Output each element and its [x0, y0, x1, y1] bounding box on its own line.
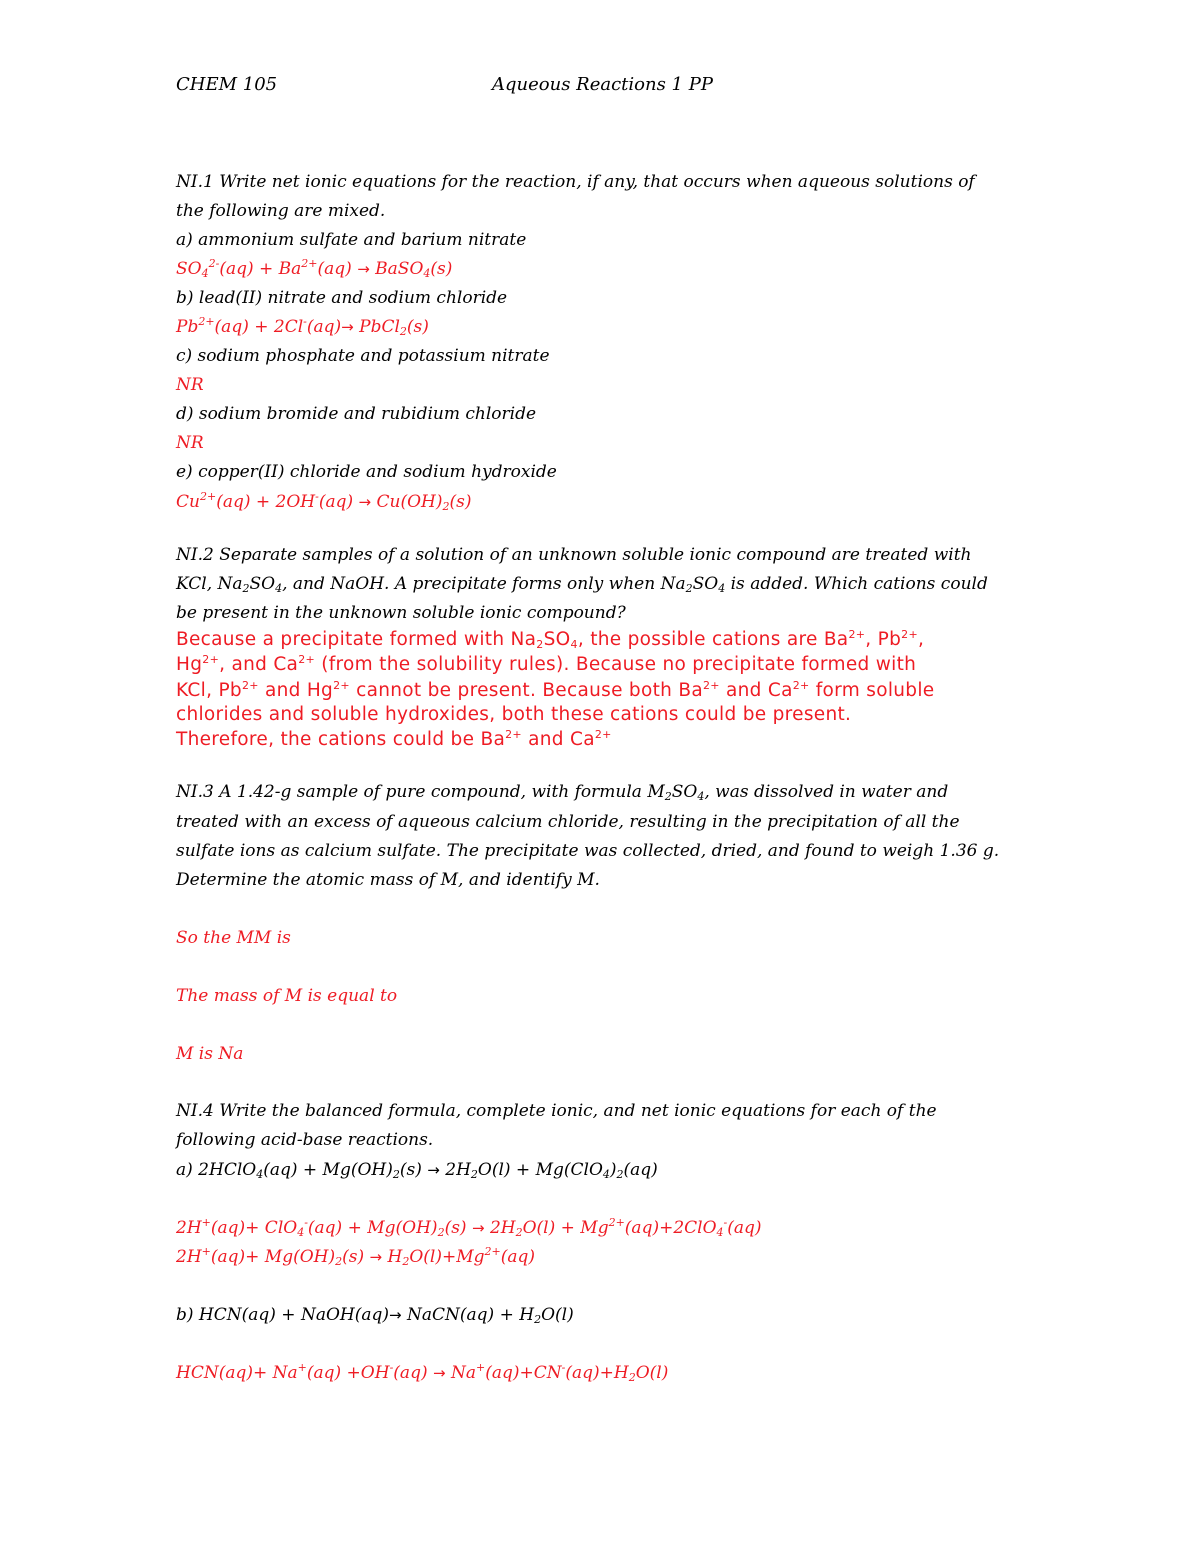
ni2-answer-line1: Because a precipitate formed with $Na_2SO_4$, the possible cations are $Ba^{2+}$, $Pb^{2+}$,: [176, 628, 925, 651]
ni1-d-answer: NR: [176, 433, 204, 453]
ni3-answer-mm: So the MM is: [176, 928, 291, 948]
course-header: CHEM 105: [176, 74, 278, 95]
ni2-prompt-line2: KCl, $Na_2SO_4$, and NaOH. A precipitate forms only when $Na_2SO_4$ is added. Which cations could: [176, 574, 988, 595]
ni4-a-formula-equation: a) 2HClO$_4$(aq) + $Mg(OH)_2(s) \to 2H_2O(l) + Mg(ClO_4)_2(aq)$: [176, 1160, 658, 1181]
ni2-prompt-line1: NI.2 Separate samples of a solution of an unknown soluble ionic compound are treated with: [176, 545, 972, 565]
ni3-prompt-line1: NI.3 A 1.42-g sample of pure compound, with formula $M_2SO_4$, was dissolved in water and: [176, 782, 949, 803]
ni2-prompt-line3: be present in the unknown soluble ionic compound?: [176, 603, 626, 623]
ni2-answer-line4: chlorides and soluble hydroxides, both these cations could be present.: [176, 704, 852, 725]
ni3-answer-mass: The mass of M is equal to: [176, 986, 398, 1006]
ni1-c-answer: NR: [176, 375, 204, 395]
ni2-answer-line3: KCl, $Pb^{2+}$ and $Hg^{2+}$ cannot be present. Because both $Ba^{2+}$ and $Ca^{2+}$ form soluble: [176, 679, 935, 701]
document-title: Aqueous Reactions 1 PP: [492, 74, 713, 95]
ni4-prompt-line1: NI.4 Write the balanced formula, complete ionic, and net ionic equations for each of the: [176, 1101, 937, 1121]
ni1-b-question: b) lead(II) nitrate and sodium chloride: [176, 288, 508, 308]
ni1-e-answer: $Cu^{2+}(aq) + 2OH^-(aq) \to Cu(OH)_2(s)$: [176, 490, 472, 513]
ni4-a-complete-ionic: $2H^+(aq)+ ClO_4^-(aq) + Mg(OH)_2(s) \to 2H_2O(l) + Mg^{2+}(aq)+2ClO_4^-(aq)$: [176, 1216, 762, 1239]
ni1-b-answer: $Pb^{2+}(aq) + 2Cl^-(aq)\to$ PbCl$_2$(s): [176, 315, 429, 338]
ni3-answer-identity: M is Na: [176, 1044, 244, 1064]
ni2-answer-line5: Therefore, the cations could be $Ba^{2+}$ and $Ca^{2+}$: [176, 728, 612, 750]
ni4-b-formula-equation: b) HCN(aq) + NaOH(aq)→ NaCN(aq) + $H_2O(l)$: [176, 1305, 574, 1326]
ni4-b-complete-ionic: $HCN(aq)+ Na^+(aq) +OH^-(aq) \to Na^+(aq)+CN^-(aq)+H_2O(l)$: [176, 1361, 669, 1384]
ni1-a-answer: $SO_4^{2-}(aq) + Ba^{2+}(aq)$ → BaSO$_4$(s): [176, 257, 453, 280]
ni3-prompt-line4: Determine the atomic mass of M, and identify M.: [176, 870, 600, 890]
ni3-prompt-line3: sulfate ions as calcium sulfate. The precipitate was collected, dried, and found to weigh 1.36 g.: [176, 841, 1000, 861]
ni4-a-net-ionic: $2H^+(aq)+ Mg(OH)_2(s) \to H_2O(l)+Mg^{2+}(aq)$: [176, 1245, 536, 1268]
ni1-e-question: e) copper(II) chloride and sodium hydroxide: [176, 462, 557, 482]
ni2-answer-line2: $Hg^{2+}$, and $Ca^{2+}$ (from the solubility rules). Because no precipitate formed with: [176, 653, 917, 675]
ni1-a-question: a) ammonium sulfate and barium nitrate: [176, 230, 527, 250]
ni4-prompt-line2: following acid-base reactions.: [176, 1130, 434, 1150]
ni1-c-question: c) sodium phosphate and potassium nitrate: [176, 346, 550, 366]
ni1-d-question: d) sodium bromide and rubidium chloride: [176, 404, 537, 424]
ni1-prompt-line2: the following are mixed.: [176, 201, 386, 221]
ni3-prompt-line2: treated with an excess of aqueous calcium chloride, resulting in the precipitation of all the: [176, 812, 960, 832]
ni1-prompt-line1: NI.1 Write net ionic equations for the reaction, if any, that occurs when aqueous solutions of: [176, 172, 975, 192]
